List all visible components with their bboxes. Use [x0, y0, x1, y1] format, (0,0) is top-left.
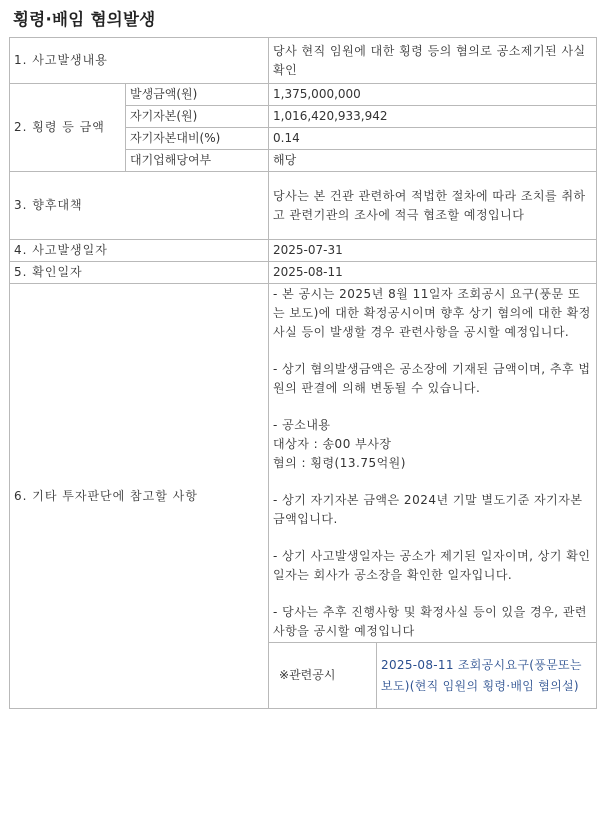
- value-amount-occurred: 1,375,000,000: [269, 84, 597, 106]
- sublabel-equity-ratio: 자기자본대비(%): [126, 128, 269, 150]
- row-other-notes: [10, 284, 597, 643]
- label-incident-content: 1. 사고발생내용: [10, 38, 269, 84]
- value-large-company: 해당: [269, 150, 597, 172]
- note-paragraph: - 공소내용: [273, 418, 331, 432]
- note-paragraph: - 상기 사고발생일자는 공소가 제기된 일자이며, 상기 확인일자는 회사가 공소장을 확인한 일자입니다.: [273, 549, 591, 582]
- note-paragraph: - 본 공시는 2025년 8월 11일자 조회공시 요구(풍문 또는 보도)에 대한 확정공시이며 향후 상기 혐의에 대한 확정사실 등이 발생할 경우 관련사항을 공시할 예정입니다.: [273, 287, 591, 339]
- value-other-notes: [269, 284, 597, 643]
- related-disclosure-link[interactable]: 2025-08-11 조회공시요구(풍문또는보도)(현직 임원의 횡령·배임 혐의설): [381, 657, 582, 693]
- value-incident-content: 당사 현직 임원에 대한 횡령 등의 혐의로 공소제기된 사실 확인: [269, 38, 597, 84]
- value-equity-ratio: 0.14: [269, 128, 597, 150]
- label-embezzlement-amount: 2. 횡령 등 금액: [10, 84, 126, 172]
- sublabel-large-company: 대기업해당여부: [126, 150, 269, 172]
- label-future-measures: 3. 향후대책: [10, 172, 269, 240]
- row-amount-occurred: [10, 84, 597, 106]
- note-paragraph: - 상기 혐의발생금액은 공소장에 기재된 금액이며, 추후 법원의 판결에 의해 변동될 수 있습니다.: [273, 362, 591, 395]
- row-incident-date: [10, 240, 597, 262]
- row-incident-content: [10, 38, 597, 84]
- label-incident-date: 4. 사고발생일자: [10, 240, 269, 262]
- row-confirm-date: [10, 262, 597, 284]
- value-incident-date: 2025-07-31: [269, 240, 597, 262]
- sublabel-amount-occurred: 발생금액(원): [126, 84, 269, 106]
- disclosure-table: [9, 37, 597, 709]
- label-confirm-date: 5. 확인일자: [10, 262, 269, 284]
- value-future-measures: 당사는 본 건관 관련하여 적법한 절차에 따라 조치를 취하고 관련기관의 조사에 적극 협조할 예정입니다: [269, 172, 597, 240]
- sublabel-equity: 자기자본(원): [126, 106, 269, 128]
- note-paragraph: 대상자 : 송00 부사장: [273, 437, 392, 451]
- note-paragraph: - 상기 자기자본 금액은 2024년 기말 별도기준 자기자본금액입니다.: [273, 493, 583, 526]
- note-paragraph: 혐의 : 횡령(13.75억원): [273, 456, 406, 470]
- page-title: 횡령·배임 혐의발생: [13, 10, 156, 29]
- value-confirm-date: 2025-08-11: [269, 262, 597, 284]
- note-paragraph: - 당사는 추후 진행사항 및 확정사실 등이 있을 경우, 관련 사항을 공시할 예정입니다: [273, 605, 588, 638]
- value-related-disclosure: [377, 643, 597, 709]
- value-equity: 1,016,420,933,942: [269, 106, 597, 128]
- label-related-disclosure: ※관련공시: [269, 643, 377, 709]
- label-other-notes: 6. 기타 투자판단에 참고할 사항: [10, 284, 269, 709]
- row-future-measures: [10, 172, 597, 240]
